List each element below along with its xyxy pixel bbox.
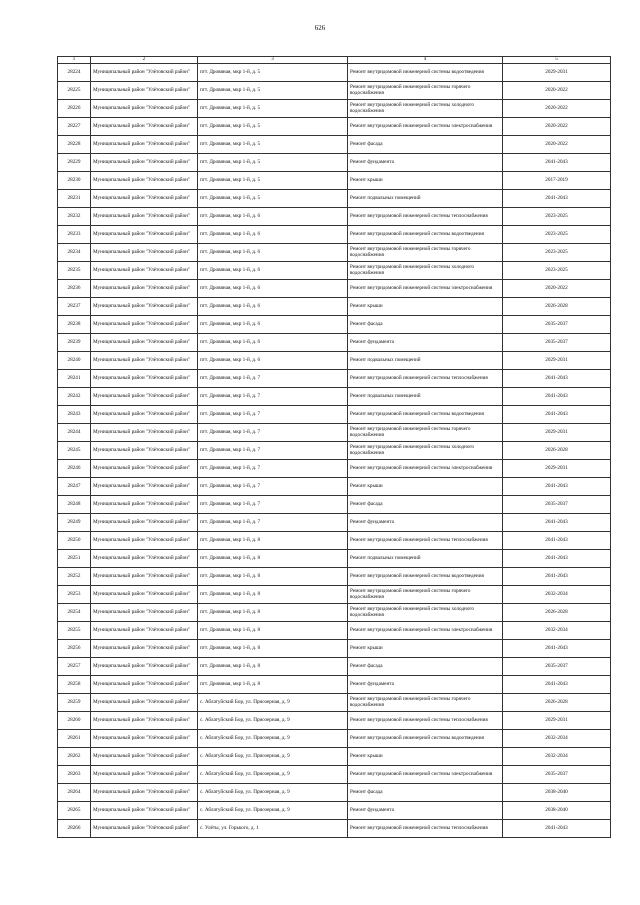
work-type-cell: Ремонт фасада bbox=[348, 496, 503, 514]
municipality-cell: Муниципальный район "Улётовский район" bbox=[91, 208, 198, 226]
period-cell: 2032-2034 bbox=[503, 586, 611, 604]
repair-registry-table bbox=[57, 56, 611, 838]
column-header-1: 1 bbox=[58, 57, 91, 64]
municipality-cell: Муниципальный район "Улётовский район" bbox=[91, 766, 198, 784]
row-number: 28232 bbox=[58, 208, 91, 226]
municipality-cell: Муниципальный район "Улётовский район" bbox=[91, 100, 198, 118]
table-row bbox=[58, 496, 611, 514]
address-cell: пгт. Дровяная, мкр 1-й, д. 5 bbox=[198, 136, 348, 154]
address-cell: пгт. Дровяная, мкр 1-й, д. 7 bbox=[198, 388, 348, 406]
period-cell: 2029-2031 bbox=[503, 64, 611, 82]
municipality-cell: Муниципальный район "Улётовский район" bbox=[91, 730, 198, 748]
work-type-cell: Ремонт крыши bbox=[348, 172, 503, 190]
row-number: 28238 bbox=[58, 316, 91, 334]
table-row bbox=[58, 586, 611, 604]
work-type-cell: Ремонт внутридомовой инженерной системы электроснабжения bbox=[348, 622, 503, 640]
row-number: 28228 bbox=[58, 136, 91, 154]
address-cell: пгт. Дровяная, мкр 1-й, д. 7 bbox=[198, 478, 348, 496]
period-cell: 2041-2043 bbox=[503, 676, 611, 694]
address-cell: с. Аблатуйский Бор, ул. Приозерная, д. 9 bbox=[198, 748, 348, 766]
table-row bbox=[58, 820, 611, 838]
row-number: 28244 bbox=[58, 424, 91, 442]
period-cell: 2041-2043 bbox=[503, 820, 611, 838]
work-type-cell: Ремонт внутридомовой инженерной системы горячего водоснабжения bbox=[348, 244, 503, 262]
table-row bbox=[58, 676, 611, 694]
period-cell: 2029-2031 bbox=[503, 352, 611, 370]
address-cell: пгт. Дровяная, мкр 1-й, д. 6 bbox=[198, 208, 348, 226]
address-cell: пгт. Дровяная, мкр 1-й, д. 7 bbox=[198, 406, 348, 424]
period-cell: 2035-2037 bbox=[503, 316, 611, 334]
row-number: 28264 bbox=[58, 784, 91, 802]
table-row bbox=[58, 802, 611, 820]
work-type-cell: Ремонт фундамента bbox=[348, 676, 503, 694]
row-number: 28241 bbox=[58, 370, 91, 388]
municipality-cell: Муниципальный район "Улётовский район" bbox=[91, 622, 198, 640]
work-type-cell: Ремонт внутридомовой инженерной системы водоотведения bbox=[348, 730, 503, 748]
period-cell: 2041-2043 bbox=[503, 190, 611, 208]
work-type-cell: Ремонт внутридомовой инженерной системы электроснабжения bbox=[348, 280, 503, 298]
table-row bbox=[58, 658, 611, 676]
municipality-cell: Муниципальный район "Улётовский район" bbox=[91, 370, 198, 388]
work-type-cell: Ремонт внутридомовой инженерной системы горячего водоснабжения bbox=[348, 82, 503, 100]
work-type-cell: Ремонт внутридомовой инженерной системы холодного водоснабжения bbox=[348, 100, 503, 118]
row-number: 28250 bbox=[58, 532, 91, 550]
municipality-cell: Муниципальный район "Улётовский район" bbox=[91, 712, 198, 730]
address-cell: пгт. Дровяная, мкр 1-й, д. 6 bbox=[198, 226, 348, 244]
municipality-cell: Муниципальный район "Улётовский район" bbox=[91, 190, 198, 208]
municipality-cell: Муниципальный район "Улётовский район" bbox=[91, 316, 198, 334]
period-cell: 2035-2037 bbox=[503, 766, 611, 784]
period-cell: 2041-2043 bbox=[503, 568, 611, 586]
row-number: 28236 bbox=[58, 280, 91, 298]
address-cell: пгт. Дровяная, мкр 1-й, д. 6 bbox=[198, 316, 348, 334]
period-cell: 2020-2022 bbox=[503, 82, 611, 100]
period-cell: 2032-2034 bbox=[503, 730, 611, 748]
municipality-cell: Муниципальный район "Улётовский район" bbox=[91, 82, 198, 100]
address-cell: пгт. Дровяная, мкр 1-й, д. 5 bbox=[198, 118, 348, 136]
row-number: 28260 bbox=[58, 712, 91, 730]
address-cell: пгт. Дровяная, мкр 1-й, д. 7 bbox=[198, 424, 348, 442]
work-type-cell: Ремонт внутридомовой инженерной системы теплоснабжения bbox=[348, 712, 503, 730]
table-row bbox=[58, 406, 611, 424]
municipality-cell: Муниципальный район "Улётовский район" bbox=[91, 640, 198, 658]
address-cell: пгт. Дровяная, мкр 1-й, д. 6 bbox=[198, 262, 348, 280]
period-cell: 2023-2025 bbox=[503, 226, 611, 244]
address-cell: пгт. Дровяная, мкр 1-й, д. 5 bbox=[198, 154, 348, 172]
work-type-cell: Ремонт фасада bbox=[348, 658, 503, 676]
municipality-cell: Муниципальный район "Улётовский район" bbox=[91, 658, 198, 676]
row-number: 28240 bbox=[58, 352, 91, 370]
column-header-3: 3 bbox=[198, 57, 348, 64]
work-type-cell: Ремонт фасада bbox=[348, 784, 503, 802]
table-body bbox=[58, 64, 611, 838]
row-number: 28245 bbox=[58, 442, 91, 460]
table-row bbox=[58, 172, 611, 190]
period-cell: 2041-2043 bbox=[503, 478, 611, 496]
table-row bbox=[58, 262, 611, 280]
work-type-cell: Ремонт крыши bbox=[348, 478, 503, 496]
table-row bbox=[58, 316, 611, 334]
municipality-cell: Муниципальный район "Улётовский район" bbox=[91, 262, 198, 280]
row-number: 28262 bbox=[58, 748, 91, 766]
column-header-2: 2 bbox=[91, 57, 198, 64]
municipality-cell: Муниципальный район "Улётовский район" bbox=[91, 352, 198, 370]
municipality-cell: Муниципальный район "Улётовский район" bbox=[91, 118, 198, 136]
table-row bbox=[58, 694, 611, 712]
row-number: 28259 bbox=[58, 694, 91, 712]
work-type-cell: Ремонт внутридомовой инженерной системы электроснабжения bbox=[348, 118, 503, 136]
period-cell: 2023-2025 bbox=[503, 262, 611, 280]
period-cell: 2041-2043 bbox=[503, 532, 611, 550]
municipality-cell: Муниципальный район "Улётовский район" bbox=[91, 406, 198, 424]
table-row bbox=[58, 64, 611, 82]
address-cell: с. Аблатуйский Бор, ул. Приозерная, д. 9 bbox=[198, 712, 348, 730]
municipality-cell: Муниципальный район "Улётовский район" bbox=[91, 388, 198, 406]
row-number: 28235 bbox=[58, 262, 91, 280]
period-cell: 2041-2043 bbox=[503, 406, 611, 424]
municipality-cell: Муниципальный район "Улётовский район" bbox=[91, 586, 198, 604]
address-cell: пгт. Дровяная, мкр 1-й, д. 8 bbox=[198, 532, 348, 550]
municipality-cell: Муниципальный район "Улётовский район" bbox=[91, 694, 198, 712]
municipality-cell: Муниципальный район "Улётовский район" bbox=[91, 550, 198, 568]
row-number: 28265 bbox=[58, 802, 91, 820]
address-cell: пгт. Дровяная, мкр 1-й, д. 7 bbox=[198, 496, 348, 514]
municipality-cell: Муниципальный район "Улётовский район" bbox=[91, 226, 198, 244]
table-row bbox=[58, 640, 611, 658]
period-cell: 2029-2031 bbox=[503, 460, 611, 478]
period-cell: 2032-2034 bbox=[503, 748, 611, 766]
table-row bbox=[58, 100, 611, 118]
table-row bbox=[58, 748, 611, 766]
period-cell: 2023-2025 bbox=[503, 208, 611, 226]
row-number: 28258 bbox=[58, 676, 91, 694]
work-type-cell: Ремонт подвальных помещений bbox=[348, 352, 503, 370]
municipality-cell: Муниципальный район "Улётовский район" bbox=[91, 604, 198, 622]
table-row bbox=[58, 136, 611, 154]
work-type-cell: Ремонт внутридомовой инженерной системы холодного водоснабжения bbox=[348, 442, 503, 460]
period-cell: 2038-2040 bbox=[503, 784, 611, 802]
address-cell: пгт. Дровяная, мкр 1-й, д. 8 bbox=[198, 568, 348, 586]
table-row bbox=[58, 730, 611, 748]
period-cell: 2041-2043 bbox=[503, 550, 611, 568]
work-type-cell: Ремонт внутридомовой инженерной системы водоотведения bbox=[348, 64, 503, 82]
period-cell: 2026-2028 bbox=[503, 442, 611, 460]
municipality-cell: Муниципальный район "Улётовский район" bbox=[91, 676, 198, 694]
work-type-cell: Ремонт фундамента bbox=[348, 514, 503, 532]
period-cell: 2035-2037 bbox=[503, 658, 611, 676]
municipality-cell: Муниципальный район "Улётовский район" bbox=[91, 820, 198, 838]
address-cell: пгт. Дровяная, мкр 1-й, д. 6 bbox=[198, 244, 348, 262]
address-cell: пгт. Дровяная, мкр 1-й, д. 5 bbox=[198, 100, 348, 118]
table-row bbox=[58, 604, 611, 622]
table-row bbox=[58, 460, 611, 478]
row-number: 28263 bbox=[58, 766, 91, 784]
municipality-cell: Муниципальный район "Улётовский район" bbox=[91, 802, 198, 820]
work-type-cell: Ремонт фасада bbox=[348, 316, 503, 334]
address-cell: пгт. Дровяная, мкр 1-й, д. 5 bbox=[198, 82, 348, 100]
work-type-cell: Ремонт внутридомовой инженерной системы холодного водоснабжения bbox=[348, 604, 503, 622]
municipality-cell: Муниципальный район "Улётовский район" bbox=[91, 442, 198, 460]
table-row bbox=[58, 784, 611, 802]
period-cell: 2035-2037 bbox=[503, 496, 611, 514]
work-type-cell: Ремонт внутридомовой инженерной системы холодного водоснабжения bbox=[348, 262, 503, 280]
address-cell: пгт. Дровяная, мкр 1-й, д. 6 bbox=[198, 334, 348, 352]
row-number: 28249 bbox=[58, 514, 91, 532]
period-cell: 2041-2043 bbox=[503, 640, 611, 658]
municipality-cell: Муниципальный район "Улётовский район" bbox=[91, 280, 198, 298]
work-type-cell: Ремонт внутридомовой инженерной системы горячего водоснабжения bbox=[348, 586, 503, 604]
period-cell: 2032-2034 bbox=[503, 622, 611, 640]
row-number: 28226 bbox=[58, 100, 91, 118]
work-type-cell: Ремонт подвальных помещений bbox=[348, 190, 503, 208]
period-cell: 2020-2022 bbox=[503, 136, 611, 154]
work-type-cell: Ремонт фундамента bbox=[348, 334, 503, 352]
row-number: 28257 bbox=[58, 658, 91, 676]
work-type-cell: Ремонт внутридомовой инженерной системы теплоснабжения bbox=[348, 370, 503, 388]
work-type-cell: Ремонт крыши bbox=[348, 748, 503, 766]
address-cell: пгт. Дровяная, мкр 1-й, д. 7 bbox=[198, 460, 348, 478]
row-number: 28230 bbox=[58, 172, 91, 190]
table-row bbox=[58, 334, 611, 352]
address-cell: пгт. Дровяная, мкр 1-й, д. 8 bbox=[198, 586, 348, 604]
period-cell: 2017-2019 bbox=[503, 172, 611, 190]
address-cell: пгт. Дровяная, мкр 1-й, д. 6 bbox=[198, 280, 348, 298]
row-number: 28253 bbox=[58, 586, 91, 604]
municipality-cell: Муниципальный район "Улётовский район" bbox=[91, 298, 198, 316]
table-row bbox=[58, 622, 611, 640]
municipality-cell: Муниципальный район "Улётовский район" bbox=[91, 64, 198, 82]
period-cell: 2041-2043 bbox=[503, 388, 611, 406]
municipality-cell: Муниципальный район "Улётовский район" bbox=[91, 154, 198, 172]
period-cell: 2035-2037 bbox=[503, 334, 611, 352]
table-row bbox=[58, 190, 611, 208]
address-cell: с. Аблатуйский Бор, ул. Приозерная, д. 9 bbox=[198, 694, 348, 712]
row-number: 28239 bbox=[58, 334, 91, 352]
table-header-row bbox=[58, 57, 611, 64]
municipality-cell: Муниципальный район "Улётовский район" bbox=[91, 136, 198, 154]
row-number: 28256 bbox=[58, 640, 91, 658]
row-number: 28248 bbox=[58, 496, 91, 514]
work-type-cell: Ремонт внутридомовой инженерной системы электроснабжения bbox=[348, 766, 503, 784]
municipality-cell: Муниципальный район "Улётовский район" bbox=[91, 172, 198, 190]
row-number: 28237 bbox=[58, 298, 91, 316]
row-number: 28243 bbox=[58, 406, 91, 424]
municipality-cell: Муниципальный район "Улётовский район" bbox=[91, 244, 198, 262]
row-number: 28234 bbox=[58, 244, 91, 262]
work-type-cell: Ремонт внутридомовой инженерной системы водоотведения bbox=[348, 226, 503, 244]
period-cell: 2026-2028 bbox=[503, 298, 611, 316]
address-cell: с. Улёты, ул. Горького, д. 1 bbox=[198, 820, 348, 838]
page-number: 626 bbox=[314, 24, 326, 32]
work-type-cell: Ремонт крыши bbox=[348, 298, 503, 316]
period-cell: 2020-2022 bbox=[503, 100, 611, 118]
work-type-cell: Ремонт крыши bbox=[348, 640, 503, 658]
row-number: 28229 bbox=[58, 154, 91, 172]
table-row bbox=[58, 478, 611, 496]
municipality-cell: Муниципальный район "Улётовский район" bbox=[91, 568, 198, 586]
work-type-cell: Ремонт внутридомовой инженерной системы водоотведения bbox=[348, 568, 503, 586]
address-cell: пгт. Дровяная, мкр 1-й, д. 5 bbox=[198, 172, 348, 190]
municipality-cell: Муниципальный район "Улётовский район" bbox=[91, 424, 198, 442]
work-type-cell: Ремонт внутридомовой инженерной системы водоотведения bbox=[348, 406, 503, 424]
address-cell: пгт. Дровяная, мкр 1-й, д. 6 bbox=[198, 298, 348, 316]
row-number: 28247 bbox=[58, 478, 91, 496]
address-cell: пгт. Дровяная, мкр 1-й, д. 5 bbox=[198, 64, 348, 82]
period-cell: 2020-2022 bbox=[503, 280, 611, 298]
column-header-5: 5 bbox=[503, 57, 611, 64]
table-row bbox=[58, 118, 611, 136]
table-row bbox=[58, 550, 611, 568]
municipality-cell: Муниципальный район "Улётовский район" bbox=[91, 784, 198, 802]
table-row bbox=[58, 154, 611, 172]
address-cell: пгт. Дровяная, мкр 1-й, д. 7 bbox=[198, 514, 348, 532]
work-type-cell: Ремонт внутридомовой инженерной системы горячего водоснабжения bbox=[348, 694, 503, 712]
address-cell: с. Аблатуйский Бор, ул. Приозерная, д. 9 bbox=[198, 766, 348, 784]
row-number: 28246 bbox=[58, 460, 91, 478]
row-number: 28225 bbox=[58, 82, 91, 100]
municipality-cell: Муниципальный район "Улётовский район" bbox=[91, 478, 198, 496]
municipality-cell: Муниципальный район "Улётовский район" bbox=[91, 514, 198, 532]
address-cell: пгт. Дровяная, мкр 1-й, д. 8 bbox=[198, 622, 348, 640]
period-cell: 2038-2040 bbox=[503, 802, 611, 820]
municipality-cell: Муниципальный район "Улётовский район" bbox=[91, 748, 198, 766]
row-number: 28224 bbox=[58, 64, 91, 82]
address-cell: пгт. Дровяная, мкр 1-й, д. 6 bbox=[198, 352, 348, 370]
table-row bbox=[58, 352, 611, 370]
table-row bbox=[58, 244, 611, 262]
address-cell: с. Аблатуйский Бор, ул. Приозерная, д. 9 bbox=[198, 784, 348, 802]
period-cell: 2026-2028 bbox=[503, 604, 611, 622]
address-cell: пгт. Дровяная, мкр 1-й, д. 8 bbox=[198, 658, 348, 676]
table-row bbox=[58, 424, 611, 442]
period-cell: 2041-2043 bbox=[503, 154, 611, 172]
row-number: 28233 bbox=[58, 226, 91, 244]
address-cell: пгт. Дровяная, мкр 1-й, д. 8 bbox=[198, 640, 348, 658]
period-cell: 2041-2043 bbox=[503, 514, 611, 532]
period-cell: 2026-2028 bbox=[503, 694, 611, 712]
table-row bbox=[58, 532, 611, 550]
work-type-cell: Ремонт внутридомовой инженерной системы теплоснабжения bbox=[348, 532, 503, 550]
row-number: 28266 bbox=[58, 820, 91, 838]
work-type-cell: Ремонт фундамента bbox=[348, 154, 503, 172]
table-row bbox=[58, 568, 611, 586]
address-cell: пгт. Дровяная, мкр 1-й, д. 8 bbox=[198, 604, 348, 622]
row-number: 28231 bbox=[58, 190, 91, 208]
table-row bbox=[58, 208, 611, 226]
address-cell: пгт. Дровяная, мкр 1-й, д. 5 bbox=[198, 190, 348, 208]
row-number: 28254 bbox=[58, 604, 91, 622]
table-row bbox=[58, 82, 611, 100]
address-cell: пгт. Дровяная, мкр 1-й, д. 7 bbox=[198, 370, 348, 388]
period-cell: 2020-2022 bbox=[503, 118, 611, 136]
table-row bbox=[58, 766, 611, 784]
municipality-cell: Муниципальный район "Улётовский район" bbox=[91, 496, 198, 514]
table-row bbox=[58, 442, 611, 460]
work-type-cell: Ремонт внутридомовой инженерной системы теплоснабжения bbox=[348, 208, 503, 226]
table-row bbox=[58, 298, 611, 316]
row-number: 28227 bbox=[58, 118, 91, 136]
row-number: 28255 bbox=[58, 622, 91, 640]
row-number: 28261 bbox=[58, 730, 91, 748]
municipality-cell: Муниципальный район "Улётовский район" bbox=[91, 334, 198, 352]
work-type-cell: Ремонт подвальных помещений bbox=[348, 388, 503, 406]
address-cell: пгт. Дровяная, мкр 1-й, д. 7 bbox=[198, 442, 348, 460]
table-row bbox=[58, 712, 611, 730]
row-number: 28251 bbox=[58, 550, 91, 568]
column-header-4: 4 bbox=[348, 57, 503, 64]
work-type-cell: Ремонт внутридомовой инженерной системы теплоснабжения bbox=[348, 820, 503, 838]
table-row bbox=[58, 280, 611, 298]
period-cell: 2029-2031 bbox=[503, 424, 611, 442]
period-cell: 2041-2043 bbox=[503, 370, 611, 388]
table-row bbox=[58, 370, 611, 388]
municipality-cell: Муниципальный район "Улётовский район" bbox=[91, 532, 198, 550]
period-cell: 2023-2025 bbox=[503, 244, 611, 262]
municipality-cell: Муниципальный район "Улётовский район" bbox=[91, 460, 198, 478]
work-type-cell: Ремонт внутридомовой инженерной системы электроснабжения bbox=[348, 460, 503, 478]
row-number: 28252 bbox=[58, 568, 91, 586]
table-row bbox=[58, 514, 611, 532]
address-cell: с. Аблатуйский Бор, ул. Приозерная, д. 9 bbox=[198, 802, 348, 820]
work-type-cell: Ремонт внутридомовой инженерной системы горячего водоснабжения bbox=[348, 424, 503, 442]
table-row bbox=[58, 388, 611, 406]
row-number: 28242 bbox=[58, 388, 91, 406]
table-row bbox=[58, 226, 611, 244]
address-cell: пгт. Дровяная, мкр 1-й, д. 8 bbox=[198, 550, 348, 568]
period-cell: 2029-2031 bbox=[503, 712, 611, 730]
address-cell: с. Аблатуйский Бор, ул. Приозерная, д. 9 bbox=[198, 730, 348, 748]
work-type-cell: Ремонт подвальных помещений bbox=[348, 550, 503, 568]
work-type-cell: Ремонт фасада bbox=[348, 136, 503, 154]
address-cell: пгт. Дровяная, мкр 1-й, д. 8 bbox=[198, 676, 348, 694]
work-type-cell: Ремонт фундамента bbox=[348, 802, 503, 820]
